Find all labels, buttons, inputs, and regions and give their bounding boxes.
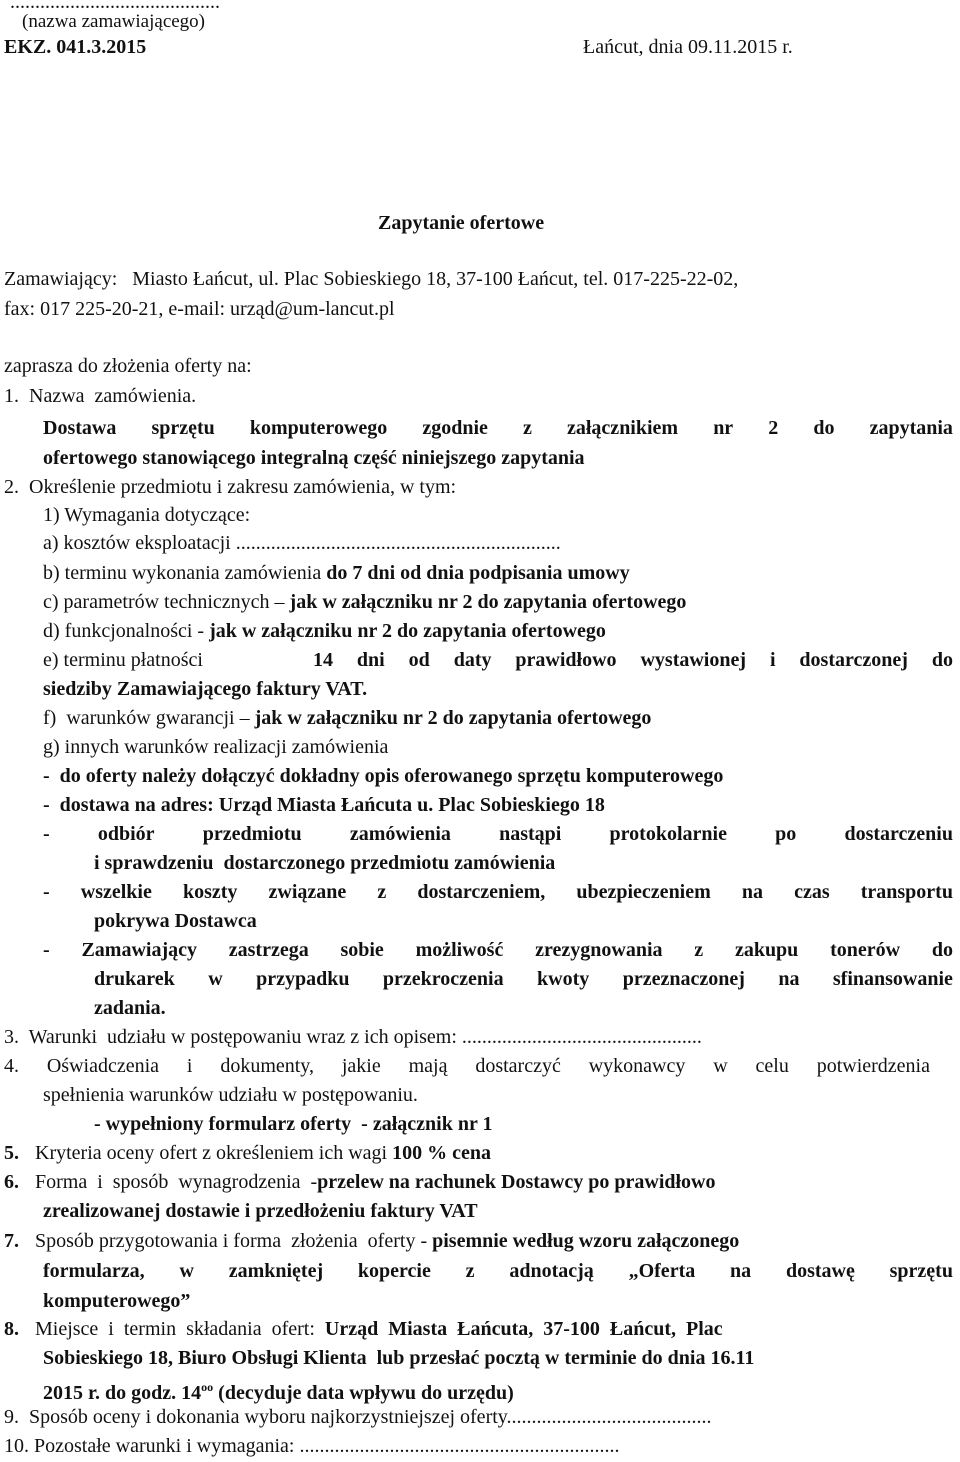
word: protokolarnie [609,823,727,845]
word: na [778,968,800,990]
section-7-value-line2 [43,1259,953,1283]
word: dostarczyć [475,1055,561,1077]
section-6-value-line1: przelew na rachunek Dostawcy po prawidłowo [317,1171,716,1193]
section-8-label: Miejsce i termin składania ofert: [35,1318,325,1340]
word: do [931,939,953,961]
word: przekroczenia [382,968,504,990]
word: od [408,649,430,671]
word: dostarczonej [799,649,908,671]
section-8-deadline-note: (decyduje data wpływu do urzędu) [213,1382,514,1404]
requirement-f [43,706,651,730]
word: komputerowego [249,417,388,439]
section-2-subheading: 1) Wymagania dotyczące: [43,504,251,526]
word: załącznikiem [567,417,679,439]
word: kwoty [537,968,590,990]
word: wykonawcy [588,1055,686,1077]
section-4-line3: - wypełniony formularz oferty - załącznik nr 1 [94,1113,493,1135]
word: czas [794,881,830,903]
condition-costs-line2: pokrywa Dostawca [94,910,257,932]
word: tonerów [830,939,901,961]
word: adnotacją [509,1260,594,1282]
word: do [931,649,953,671]
document-title: Zapytanie ofertowe [378,212,545,234]
section-8-value-line3 [43,1375,514,1405]
condition-resignation-line1 [43,938,953,962]
section-6-number: 6. [4,1171,19,1193]
word: w [179,1260,194,1282]
word: odbiór [97,823,155,845]
requirement-b [43,561,630,585]
word: Dostawa [43,417,117,439]
word: zamówienia [349,823,451,845]
requirement-d-value: jak w załączniku nr 2 do zapytania ofertowego [209,620,606,642]
word: dostarczeniu [844,823,953,845]
word: kopercie [357,1260,431,1282]
section-5 [4,1141,491,1165]
word: z [377,881,387,903]
word: i [769,649,776,671]
word: nr [713,417,734,439]
word: dostarczeniem, [417,881,546,903]
word: do [813,417,835,439]
requirement-f-label: f) warunków gwarancji – [43,707,255,729]
word: celu [755,1055,789,1077]
word: prawidłowo [515,649,617,671]
requirement-d-label: d) funkcjonalności - [43,620,210,642]
section-5-label: Kryteria oceny ofert z określeniem ich wagi [35,1142,393,1164]
word: możliwość [415,939,504,961]
requirement-b-value: do 7 dni od dnia podpisania umowy [326,562,630,584]
section-1-text-line2: ofertowego stanowiącego integralną część niniejszego zapytania [43,447,585,469]
word: - [43,881,50,903]
section-8-deadline: 2015 r. do godz. 14 [43,1382,202,1404]
word: dokumenty, [220,1055,315,1077]
section-5-value: 100 % cena [392,1142,491,1164]
word: sprzętu [889,1260,953,1282]
requirement-b-label: b) terminu wykonania zamówienia [43,562,327,584]
word: transportu [860,881,953,903]
section-8-value-line2: Sobieskiego 18, Biuro Obsługi Klienta lub przesłać pocztą w terminie do dnia 16.11 [43,1347,755,1369]
word: po [775,823,797,845]
condition-resignation-line3: zadania. [94,997,166,1019]
section-6-label: Forma i sposób wynagrodzenia - [35,1171,318,1193]
word: jakie [341,1055,381,1077]
section-1-heading: 1. Nazwa zamówienia. [4,385,197,407]
section-6-value-line2: zrealizowanej dostawie i przedłożeniu faktury VAT [43,1200,478,1222]
section-2-heading: 2. Określenie przedmiotu i zakresu zamówienia, w tym: [4,476,457,498]
place-date: Łańcut, dnia 09.11.2015 r. [583,36,793,58]
word: z [465,1260,475,1282]
condition-acceptance-line2: i sprawdzeniu dostarczonego przedmiotu zamówienia [94,852,556,874]
section-8-number: 8. [4,1318,19,1340]
word: 14 [313,649,333,671]
section-9: 9. Sposób oceny i dokonania wyboru najkorzystniejszej oferty......................................... [4,1406,712,1428]
section-1-text-line1 [43,416,953,440]
word: na [741,881,763,903]
word: zrezygnowania [535,939,663,961]
word: i [186,1055,193,1077]
word: 4. [4,1055,19,1077]
word: z [694,939,704,961]
requirement-c-label: c) parametrów technicznych – [43,591,290,613]
word: w [208,968,223,990]
word: sfinansowanie [832,968,953,990]
section-5-number: 5. [4,1142,19,1164]
section-4-line2: spełnienia warunków udziału w postępowaniu. [43,1084,418,1106]
ordering-party-line2: fax: 017 225-20-21, e-mail: urząd@um-lancut.pl [4,298,395,320]
word: na [730,1260,752,1282]
word: - [43,823,50,845]
section-7-value-line3: komputerowego” [43,1290,191,1312]
section-4-line1 [4,1054,930,1078]
word: koszty [182,881,238,903]
word: sprzętu [151,417,215,439]
requirement-c [43,590,686,614]
word: związane [268,881,347,903]
requirement-f-value: jak w załączniku nr 2 do zapytania ofertowego [254,707,652,729]
condition-resignation-line2 [94,967,953,991]
section-8-line1 [4,1317,723,1341]
condition-acceptance-line1 [43,822,953,846]
word: zgodnie [422,417,488,439]
section-7-label: Sposób przygotowania i forma złożenia oferty - [35,1230,433,1252]
requirement-d [43,619,606,643]
condition-offer-description: - do oferty należy dołączyć dokładny opis oferowanego sprzętu komputerowego [43,765,724,787]
word: mają [408,1055,448,1077]
section-7-value-line1: pisemnie według wzoru załączonego [432,1230,740,1252]
section-7-line1 [4,1229,739,1253]
word: Zamawiający [81,939,197,961]
word: drukarek [94,968,175,990]
word: zastrzega [228,939,309,961]
section-8-value-line1: Urząd Miasta Łańcuta, 37-100 Łańcut, Plac [324,1318,723,1340]
section-10: 10. Pozostałe warunki i wymagania: ................................................................ [4,1435,620,1457]
requirement-c-value: jak w załączniku nr 2 do zapytania ofertowego [289,591,687,613]
section-6-line1 [4,1170,716,1194]
section-8-deadline-superscript: oo [201,1380,214,1394]
word: formularza, [43,1260,145,1282]
condition-delivery-address: - dostawa na adres: Urząd Miasta Łańcuta u. Plac Sobieskiego 18 [43,794,605,816]
requirement-e-value-line1 [313,648,953,672]
word: sobie [340,939,384,961]
word: - [43,939,50,961]
word: nastąpi [499,823,562,845]
word: przypadku [256,968,350,990]
word: Oświadczenia [46,1055,160,1077]
reference-number: EKZ. 041.3.2015 [4,36,147,58]
section-7-number: 7. [4,1230,19,1252]
word: zamkniętej [228,1260,324,1282]
word: przeznaczonej [622,968,745,990]
word: 2 [768,417,779,439]
ordering-party-placeholder: (nazwa zamawiającego) [22,11,206,32]
ordering-party-dots: .......................................... [10,0,220,13]
requirement-g: g) innych warunków realizacji zamówienia [43,736,389,758]
section-3: 3. Warunki udziału w postępowaniu wraz z ich opisem: ................................................ [4,1026,702,1048]
word: przedmiotu [202,823,302,845]
word: dostawę [785,1260,855,1282]
word: daty [453,649,492,671]
condition-costs-line1 [43,880,953,904]
requirement-a: a) kosztów eksploatacji ................................................................. [43,532,561,554]
word: wszelkie [80,881,152,903]
word: potwierdzenia [816,1055,930,1077]
word: ubezpieczeniem [576,881,711,903]
requirement-e-label: e) terminu płatności [43,649,203,671]
word: z [523,417,532,439]
word: w [713,1055,728,1077]
word: zapytania [869,417,953,439]
word: wystawionej [640,649,747,671]
word: „Oferta [628,1260,696,1282]
requirement-e-value-line2: siedziby Zamawiającego faktury VAT. [43,678,368,700]
ordering-party-line1: Zamawiający: Miasto Łańcut, ul. Plac Sobieskiego 18, 37-100 Łańcut, tel. 017-225-22-02, [4,268,739,290]
invitation-text: zaprasza do złożenia oferty na: [4,355,252,377]
word: dni [356,649,385,671]
word: zakupu [734,939,799,961]
